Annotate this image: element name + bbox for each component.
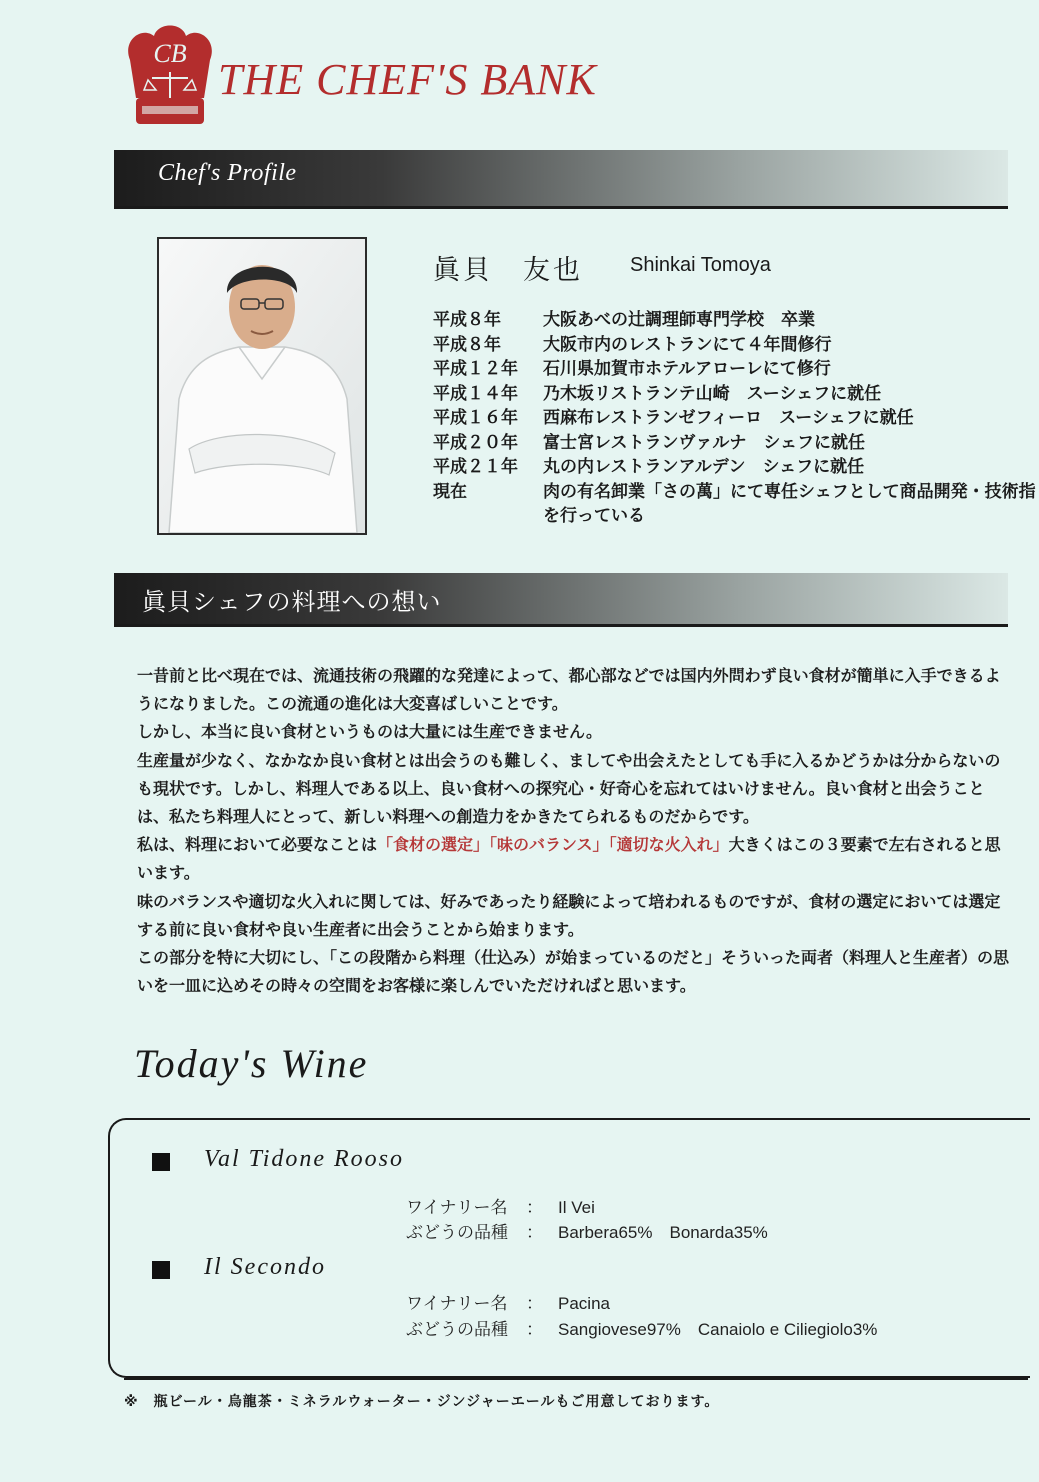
paragraph: しかし、本当に良い食材というものは大量には生産できません。 <box>137 722 602 742</box>
paragraph: 生産量が少なく、なかなか良い食材とは出会うのも難しく、ましてや出会えたとしても手に入るかどうかは分からないのも現状です。しかし、料理人である以上、良い食材への探究心・好奇心を忘れてはいけません。良い食材と出会うことは、私たち料理人にとって、新しい料理への創造力をかきたてられるものだからです。 <box>137 750 1001 827</box>
chef-name-english: Shinkai Tomoya <box>630 254 771 276</box>
key-point: 「食材の選定」 <box>377 835 490 855</box>
brand-name: THE CHEF'S BANK <box>218 55 597 104</box>
bullet-square-icon <box>152 1261 170 1279</box>
career-year: 平成１４年 <box>433 383 518 404</box>
career-year: 平成８年 <box>433 310 501 330</box>
chef-name-japanese: 眞貝 友也 <box>433 255 583 286</box>
philosophy-section-title: 眞貝シェフの料理への想い <box>142 588 442 616</box>
colon: ： <box>526 1294 543 1313</box>
career-row <box>433 333 1039 358</box>
paragraph <box>137 831 1009 887</box>
winery-value: Il Vei <box>558 1198 595 1217</box>
wine-name: Il Secondo <box>204 1254 326 1280</box>
bullet-square-icon <box>152 1153 170 1171</box>
grape-value: Sangiovese97% Canaiolo e Ciliegiolo3% <box>558 1320 878 1339</box>
career-row <box>433 406 1039 431</box>
wine-grape-row <box>406 1315 877 1340</box>
career-text: 肉の有名卸業「さの萬」にて専任シェフとして商品開発・技術指 <box>543 481 1036 502</box>
svg-text:CB: CB <box>153 39 187 68</box>
profile-section-header <box>114 150 1008 206</box>
wine-section-title: Today's Wine <box>134 1041 369 1086</box>
career-row-continued <box>433 504 1039 529</box>
philosophy-text <box>137 662 1009 1000</box>
career-text: 西麻布レストランゼフィーロ スーシェフに就任 <box>543 408 914 428</box>
career-list <box>433 308 1039 529</box>
wine-winery-row <box>406 1289 610 1314</box>
career-year: 現在 <box>433 481 467 502</box>
philosophy-section-header <box>114 573 1008 625</box>
career-text: 石川県加賀市ホテルアローレにて修行 <box>543 359 831 379</box>
career-row <box>433 357 1039 382</box>
colon: ： <box>526 1223 543 1242</box>
career-text: を行っている <box>543 506 645 526</box>
grape-value: Barbera65% Bonarda35% <box>558 1223 768 1242</box>
winery-label: ワイナリー名 <box>406 1198 508 1217</box>
career-text: 富士宮レストランヴァルナ シェフに就任 <box>543 432 865 453</box>
career-year: 平成１６年 <box>433 408 518 428</box>
grape-label: ぶどうの品種 <box>406 1223 508 1242</box>
career-text: 大阪市内のレストランにて４年間修行 <box>543 334 832 355</box>
key-point: 「味のバランス」 <box>489 835 609 855</box>
divider <box>114 206 1008 209</box>
key-point: 「適切な火入れ」 <box>608 835 729 855</box>
career-year: 平成２０年 <box>433 432 518 453</box>
paragraph: 味のバランスや適切な火入れに関しては、好みであったり経験によって培われるものですが、食材の選定においては選定する前に良い食材や良い生産者に出会うことから始まります。 <box>137 891 1001 939</box>
career-text: 丸の内レストランアルデン シェフに就任 <box>543 457 865 477</box>
paragraph-text: 大きくはこの３要素で左右されると思います。 <box>137 835 1001 883</box>
winery-value: Pacina <box>558 1294 610 1313</box>
colon: ： <box>526 1198 543 1217</box>
career-row <box>433 455 1039 480</box>
divider <box>124 1378 1028 1380</box>
career-row <box>433 480 1039 505</box>
wine-winery-row <box>406 1193 595 1218</box>
paragraph-text: 私は、料理において必要なことは <box>137 835 378 855</box>
paragraph: この部分を特に大切にし、「この段階から料理（仕込み）が始まっているのだと」そういった両者（料理人と生産者）の思いを一皿に込めその時々の空間をお客様に楽しんでいただければと思います。 <box>137 948 1010 996</box>
career-row <box>433 431 1039 456</box>
career-text: 大阪あべの辻調理師専門学校 卒業 <box>543 310 815 330</box>
footnote: ※ 瓶ビール・烏龍茶・ミネラルウォーター・ジンジャーエールもご用意しております。 <box>124 1394 720 1410</box>
paragraph: 一昔前と比べ現在では、流通技術の飛躍的な発達によって、都心部などでは国内外問わず良い食材が簡単に入手できるようになりました。この流通の進化は大変喜ばしいことです。 <box>137 666 1001 714</box>
career-row <box>433 308 1039 333</box>
profile-section-title: Chef's Profile <box>158 160 297 186</box>
career-year: 平成１２年 <box>433 359 518 379</box>
chef-portrait-photo <box>157 237 367 535</box>
colon: ： <box>526 1320 543 1339</box>
career-year: 平成２１年 <box>433 457 518 477</box>
wine-grape-row <box>406 1218 768 1243</box>
chef-hat-logo-icon <box>120 20 220 130</box>
career-row <box>433 382 1039 407</box>
career-year: 平成８年 <box>433 334 501 355</box>
wine-name: Val Tidone Rooso <box>204 1146 405 1172</box>
divider <box>114 624 1008 627</box>
career-text: 乃木坂リストランテ山崎 スーシェフに就任 <box>543 383 882 404</box>
winery-label: ワイナリー名 <box>406 1294 508 1313</box>
grape-label: ぶどうの品種 <box>406 1320 508 1339</box>
